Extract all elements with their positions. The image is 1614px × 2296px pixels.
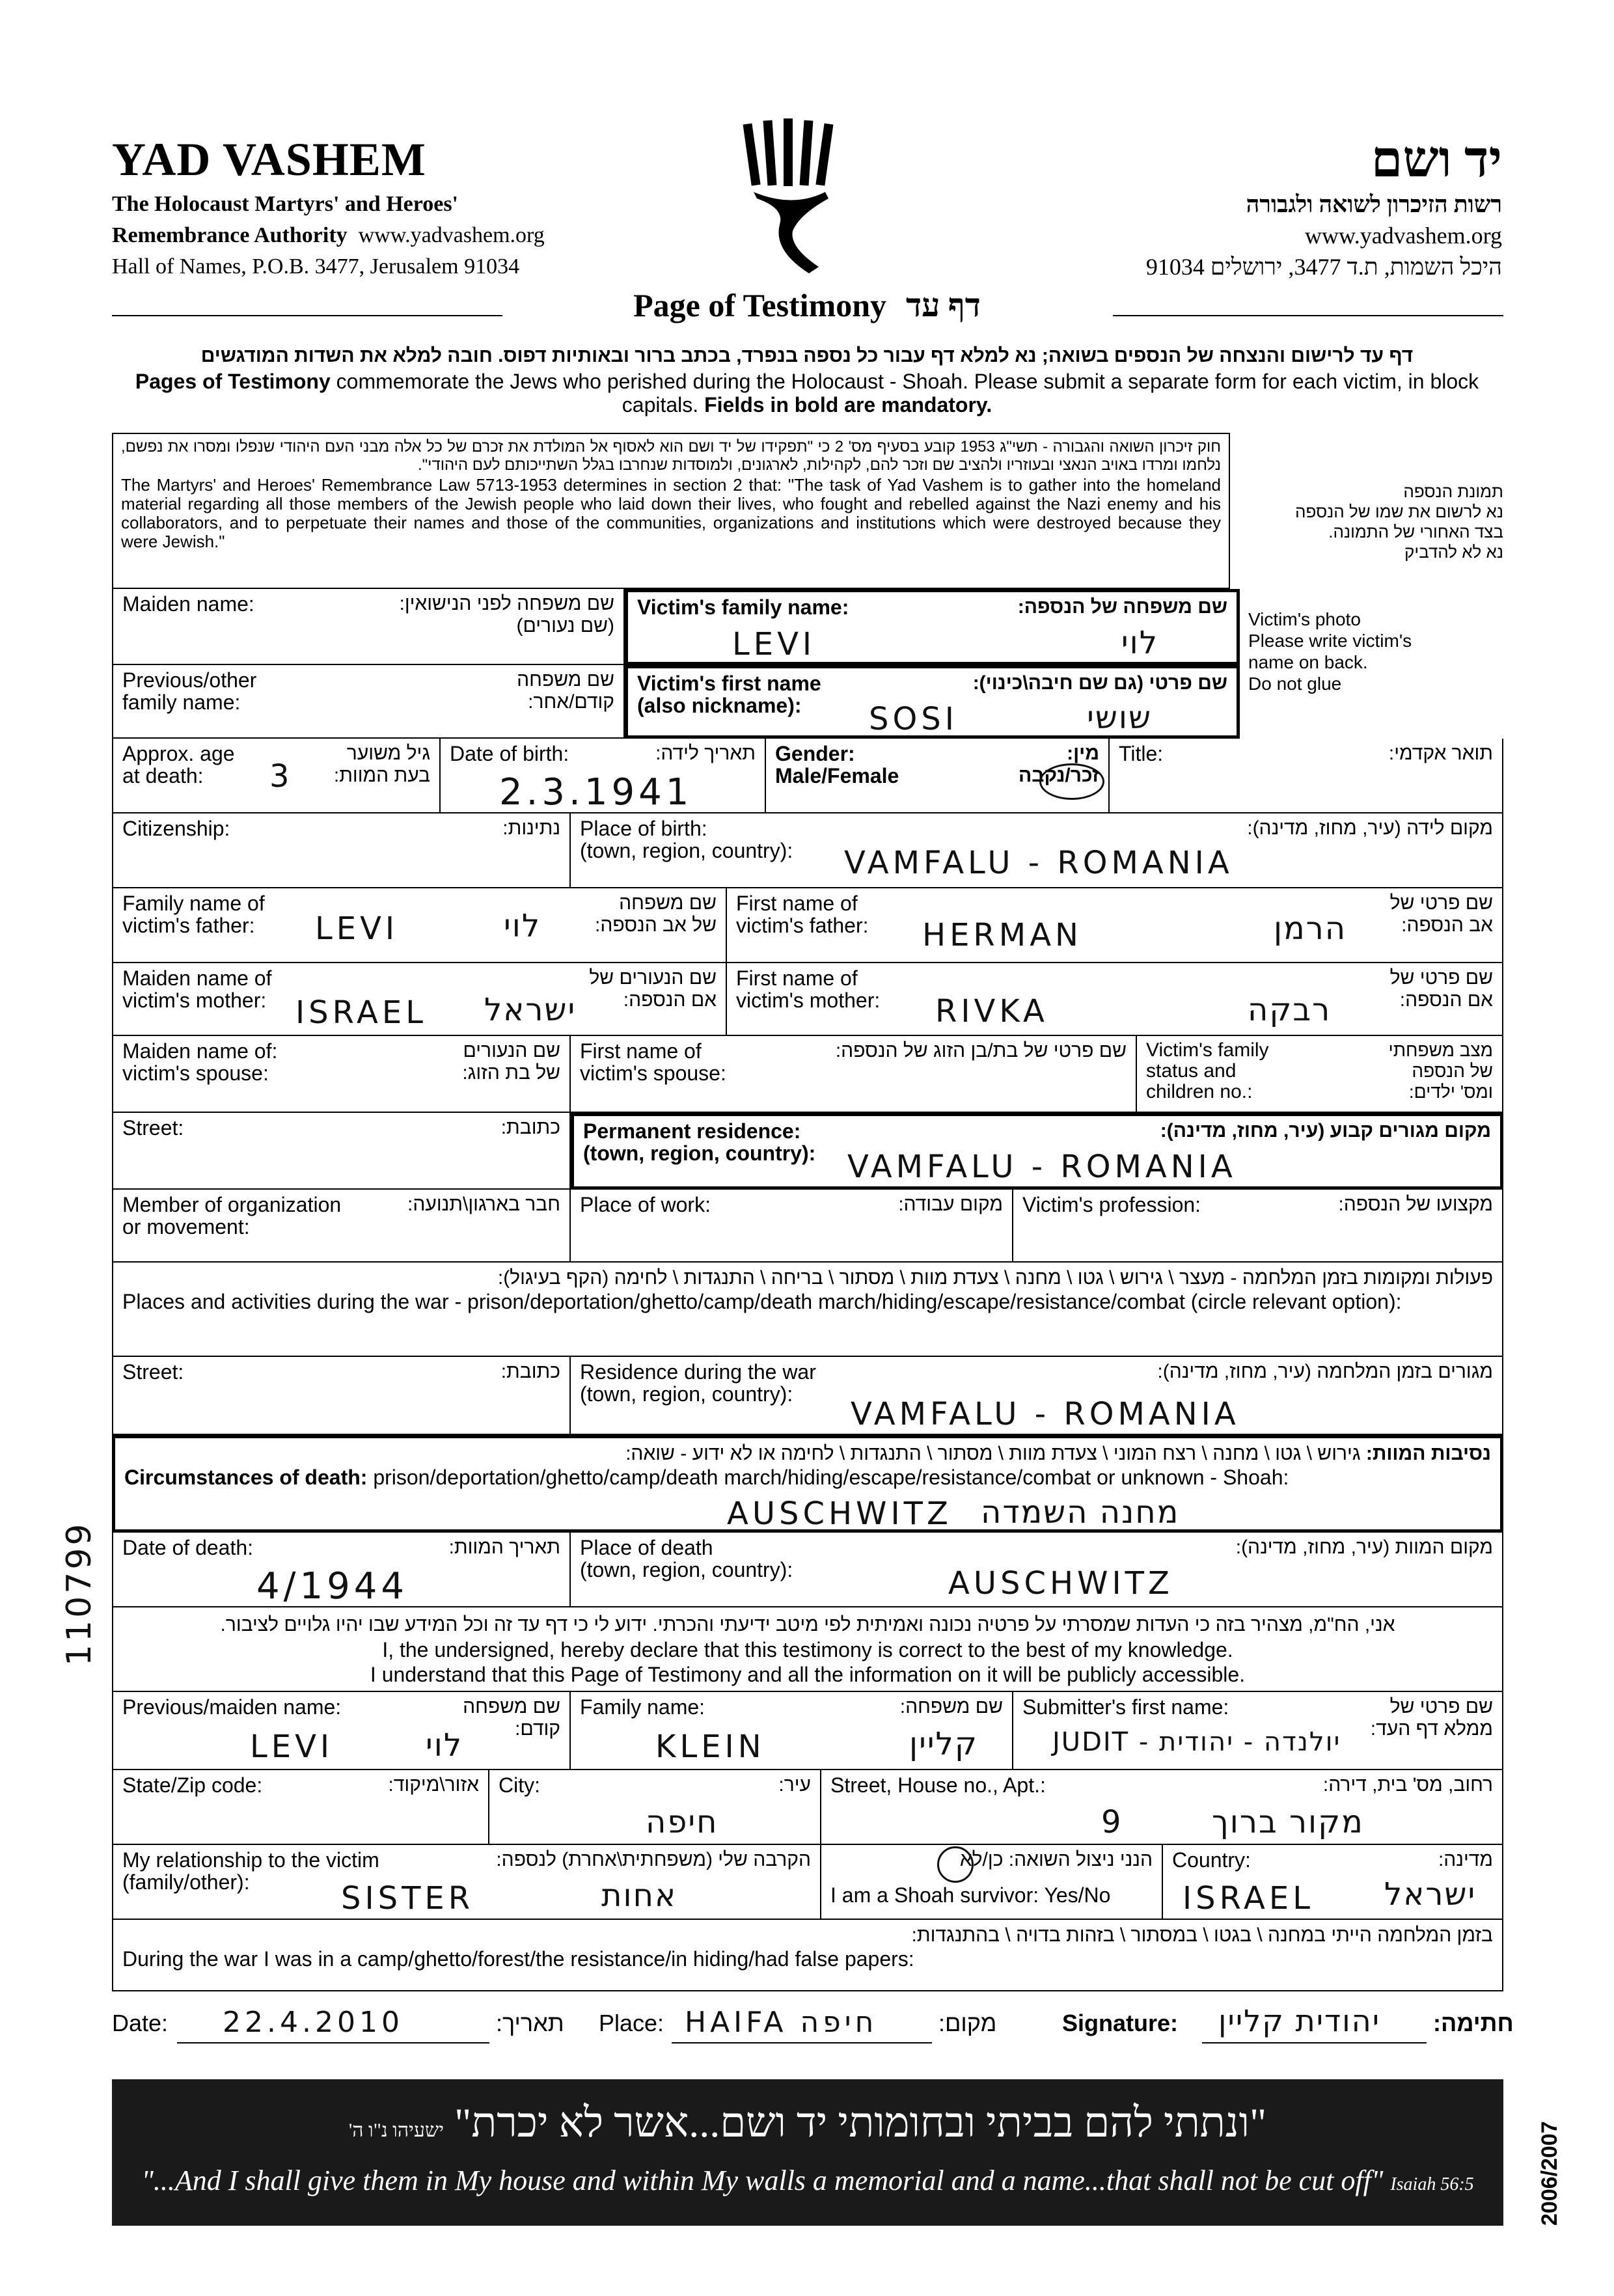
- dob-value: 2.3.1941: [499, 771, 693, 813]
- house-number-value: 9: [1101, 1804, 1125, 1840]
- maiden-name-label-he: שם משפחה לפני הנישואין: (שם נעורים): [399, 593, 614, 636]
- father-first-value-en: HERMAN: [922, 917, 1082, 953]
- prev-family-label-en: Previous/other family name:: [122, 668, 257, 714]
- first-name-value-he: שושי: [1087, 700, 1152, 736]
- pob-value: VAMFALU - ROMANIA: [844, 845, 1233, 881]
- age-label-en: Approx. age at death:: [122, 742, 235, 787]
- authority-en-line1: The Holocaust Martyrs' and Heroes': [112, 192, 458, 216]
- intro-he: דף עד לרישום והנצחה של הנספים בשואה; נא למלא דף עבור כל נספה בנפרד, בכתב ברור ובאותיות דפוס. חובה למלא את השדות המודגשים: [200, 345, 1414, 366]
- mother-maiden-value-en: ISRAEL: [295, 994, 427, 1031]
- signature-label-he: חתימה:: [1433, 2010, 1514, 2036]
- circumstances-label-en: Circumstances of death: prison/deportation/ghetto/camp/death march/hiding/escape/resistance/combat or unknown - Shoah:: [124, 1466, 1289, 1489]
- form-year: 2006/2007: [1537, 2121, 1562, 2226]
- spouse-maiden-name-field[interactable]: [112, 1036, 571, 1113]
- date-of-death-field[interactable]: [112, 1533, 571, 1607]
- street-name-value: מקור ברוך: [1212, 1804, 1364, 1840]
- zip-label-en: State/Zip code:: [122, 1773, 263, 1797]
- law-box: [112, 433, 1230, 589]
- place-label-he: מקום:: [938, 2010, 997, 2036]
- residence-label-he: מקום מגורים קבוע (עיר, מחוז, מדינה):: [1160, 1120, 1491, 1141]
- pob-label-en: Place of birth: (town, region, country):: [580, 817, 793, 862]
- father-first-name-field[interactable]: [727, 888, 1503, 963]
- verse-banner: [112, 2079, 1503, 2226]
- declaration: [112, 1613, 1503, 1687]
- family-name-label-he: שם משפחה של הנספה:: [1017, 596, 1227, 618]
- work-label-he: מקום עבודה:: [898, 1194, 1003, 1215]
- place-label-en: Place:: [599, 2010, 664, 2036]
- city-label-he: עיר:: [778, 1774, 811, 1796]
- authority-he: רשות הזיכרון לשואה ולגבורה: [1246, 191, 1502, 217]
- mother-maiden-value-he: ישראל: [484, 992, 577, 1028]
- gender-label-he: מין: זכר/נקבה: [1019, 743, 1099, 786]
- family-status-label-en: Victim's family status and children no.:: [1146, 1039, 1269, 1102]
- mother-maiden-name-field[interactable]: [112, 963, 727, 1036]
- header-right: [916, 130, 1502, 282]
- submitter-family-name-field[interactable]: [571, 1692, 1013, 1770]
- profession-label-he: מקצועו של הנספה:: [1338, 1194, 1493, 1215]
- spouse-maiden-label-he: שם הנעורים של בת הזוג:: [462, 1040, 560, 1084]
- mother-first-value-en: RIVKA: [935, 993, 1048, 1030]
- country-label-he: מדינה:: [1438, 1849, 1493, 1870]
- photo-note-en-3: name on back.: [1248, 652, 1368, 672]
- organization-field[interactable]: [112, 1190, 571, 1263]
- place-value[interactable]: HAIFA חיפה: [685, 2006, 878, 2039]
- residence-label-en: Permanent residence: (town, region, country):: [583, 1119, 816, 1165]
- submitter-prev-label-en: Previous/maiden name:: [122, 1695, 342, 1719]
- dob-label-he: תאריך לידה:: [655, 743, 756, 764]
- permanent-residence-field[interactable]: [571, 1113, 1503, 1190]
- submitter-first-value: JUDIT - יולנדה - יהודית: [1052, 1727, 1341, 1757]
- war-residence-value: VAMFALU - ROMANIA: [851, 1396, 1240, 1432]
- citizenship-label-he: נתינות:: [502, 817, 560, 839]
- survivor-field[interactable]: [821, 1845, 1163, 1920]
- victim-family-name-field[interactable]: [625, 589, 1240, 665]
- street-label-he: כתובת:: [500, 1117, 560, 1138]
- photo-note-he-4: נא לא להדביק: [1404, 542, 1503, 562]
- zip-code-field[interactable]: [112, 1770, 489, 1845]
- yad-vashem-logo-icon: [728, 117, 858, 280]
- first-name-label-en: Victim's first name (also nickname):: [637, 672, 821, 717]
- title-label-he: תואר אקדמי:: [1388, 743, 1493, 764]
- gender-circle-mark: [1039, 763, 1104, 800]
- dod-value: 4/1944: [256, 1565, 409, 1607]
- survivor-circle-mark: [937, 1846, 974, 1883]
- war-street-field[interactable]: [112, 1357, 571, 1435]
- submitter-prev-name-field[interactable]: [112, 1692, 571, 1770]
- relationship-field[interactable]: [112, 1845, 821, 1920]
- organization-label-en: Member of organization or movement:: [122, 1193, 342, 1238]
- profession-label-en: Victim's profession:: [1022, 1193, 1201, 1216]
- relationship-label-en: My relationship to the victim (family/other):: [122, 1848, 379, 1894]
- prev-family-label-he: שם משפחה קודם/אחר:: [517, 669, 614, 713]
- signature-value[interactable]: יהודית קליין: [1218, 2003, 1381, 2038]
- war-residence-field[interactable]: [571, 1357, 1503, 1435]
- mother-maiden-label-en: Maiden name of victim's mother:: [122, 966, 272, 1012]
- declaration-en-2: I understand that this Page of Testimony and all the information on it will be publicly accessible.: [370, 1663, 1246, 1686]
- title-field[interactable]: [1110, 739, 1503, 813]
- street-label-en: Street:: [122, 1116, 184, 1140]
- submitter-first-label-he: שם פרטי של ממלא דף העד:: [1370, 1696, 1493, 1740]
- date-of-birth-field[interactable]: [441, 739, 766, 813]
- authority-en-line2: Remembrance Authority: [112, 223, 348, 247]
- submitter-family-label-en: Family name:: [580, 1695, 705, 1719]
- family-name-value-he: לוי: [1121, 625, 1158, 661]
- country-label-en: Country:: [1172, 1848, 1251, 1872]
- date-label-he: תאריך:: [496, 2010, 564, 2036]
- photo-note-he: [1243, 482, 1503, 562]
- submitter-family-value-en: KLEIN: [655, 1729, 765, 1765]
- relationship-label-he: הקרבה שלי (משפחתית\אחרת) לנספה:: [496, 1849, 811, 1870]
- photo-note-en: [1248, 608, 1509, 694]
- age-label-he: גיל משוער בעת המוות:: [333, 743, 430, 786]
- submitter-prev-value-en: LEVI: [250, 1729, 334, 1765]
- survivor-label-he: הנני ניצול השואה: כן/לא: [959, 1849, 1153, 1870]
- wartime-label-en: During the war I was in a camp/ghetto/forest/the resistance/in hiding/had false papers:: [122, 1947, 914, 1971]
- first-name-label-he: שם פרטי (גם שם חיבה\כינוי):: [972, 672, 1227, 694]
- city-field[interactable]: [489, 1770, 821, 1845]
- work-label-en: Place of work:: [580, 1193, 711, 1216]
- age-at-death-field[interactable]: [112, 739, 441, 813]
- brand-he: יד ושם: [1371, 131, 1502, 187]
- activities-label-en: Places and activities during the war - prison/deportation/ghetto/camp/death march/hiding/escape/resistance/combat (circle relevant option):: [122, 1290, 1402, 1313]
- pob-label-he: מקום לידה (עיר, מחוז, מדינה):: [1247, 817, 1493, 839]
- father-first-label-he: שם פרטי של אב הנספה:: [1389, 892, 1493, 936]
- title-label-en: Title:: [1119, 742, 1164, 765]
- street-field[interactable]: [112, 1113, 571, 1190]
- intro-en-bold-c: Fields in bold are mandatory.: [704, 393, 992, 417]
- war-street-label-en: Street:: [122, 1360, 184, 1384]
- dod-label-en: Date of death:: [122, 1536, 254, 1559]
- relationship-value-he: אחות: [601, 1878, 677, 1914]
- city-label-en: City:: [499, 1773, 540, 1797]
- law-en: The Martyrs' and Heroes' Remembrance Law 5713-1953 determines in section 2 that: "The task of Yad Vashem is to gather into the homeland material regarding all those members of the Jewish people who laid down their lives, who fought and rebelled against the Nazi enemy and his collaborators, and to perpetuate their names and those of the communities, organizations and institutions which were destroyed because they were Jewish.": [121, 475, 1221, 551]
- form-title: [0, 286, 1614, 324]
- war-activities-field[interactable]: [112, 1263, 1503, 1357]
- mother-first-label-he: שם פרטי של אם הנספה:: [1389, 967, 1493, 1011]
- mother-maiden-label-he: שם הנעורים של אם הנספה:: [589, 967, 717, 1011]
- pod-label-he: מקום המוות (עיר, מחוז, מדינה):: [1235, 1537, 1493, 1558]
- dob-label-en: Date of birth:: [450, 742, 569, 765]
- photo-note-en-1: Victim's photo: [1248, 609, 1361, 629]
- gender-label-en: Gender: Male/Female: [775, 742, 899, 787]
- wartime-label-he: בזמן המלחמה הייתי במחנה \ בגטו \ במסתור \ בזהות בדויה \ בהתנגדות:: [911, 1924, 1493, 1946]
- father-family-value-en: LEVI: [315, 910, 399, 947]
- citizenship-field[interactable]: [112, 813, 571, 888]
- photo-note-en-2: Please write victim's: [1248, 631, 1412, 651]
- circumstances-value-en: AUSCHWITZ: [727, 1496, 952, 1532]
- circumstances-of-death-field[interactable]: [112, 1435, 1503, 1533]
- family-name-value-en: LEVI: [732, 626, 816, 663]
- address-en: Hall of Names, P.O.B. 3477, Jerusalem 91034: [112, 254, 520, 279]
- country-field[interactable]: [1163, 1845, 1503, 1920]
- spouse-first-label-he: שם פרטי של בת/בן הזוג של הנספה:: [835, 1040, 1127, 1061]
- submitter-prev-label-he: שם משפחה קודם:: [463, 1696, 560, 1740]
- spouse-maiden-label-en: Maiden name of: victim's spouse:: [122, 1039, 278, 1085]
- spouse-first-name-field[interactable]: [571, 1036, 1137, 1113]
- brand-en: YAD VASHEM: [112, 133, 426, 185]
- pod-value: AUSCHWITZ: [948, 1565, 1173, 1602]
- circumstances-value-he: מחנה השמדה: [981, 1494, 1180, 1531]
- wartime-status-field[interactable]: [112, 1920, 1503, 1991]
- mother-first-name-field[interactable]: [727, 963, 1503, 1036]
- form-title-en: Page of Testimony: [633, 287, 887, 323]
- intro-en: [111, 370, 1503, 417]
- declaration-he: אני, הח"מ, מצהיר בזה כי העדות שמסרתי על פרטיה נכונה ואמיתית לפי מיטב ידיעתי והכרתי. ידוע לי כי דף עד זה וכל המידע שבו יהיו גלויים לציבור.: [220, 1614, 1395, 1635]
- verse-he: "ונתתי להם בביתי ובחומותי יד ושם...אשר לא יכרת" ישעיהו נ"ו ה': [348, 2099, 1267, 2146]
- submitter-first-label-en: Submitter's first name:: [1022, 1695, 1229, 1719]
- first-name-value-en: SOSI: [869, 701, 958, 737]
- victim-first-name-field[interactable]: [625, 665, 1240, 739]
- declaration-en-1: I, the undersigned, hereby declare that this testimony is correct to the best of my knowledge.: [382, 1638, 1233, 1661]
- photo-note-en-4: Do not glue: [1248, 674, 1342, 694]
- street-address-label-en: Street, House no., Apt.:: [830, 1773, 1046, 1797]
- photo-note-he-1: תמונת הנספה: [1403, 482, 1503, 501]
- war-residence-label-he: מגורים בזמן המלחמה (עיר, מחוז, מדינה):: [1157, 1361, 1493, 1382]
- photo-note-he-2: נא לרשום את שמו של הנספה: [1295, 502, 1503, 521]
- date-label-en: Date:: [112, 2010, 169, 2036]
- intro-en-bold-a: Pages of Testimony: [135, 370, 331, 393]
- organization-label-he: חבר בארגון\תנועה:: [407, 1194, 560, 1215]
- submitter-family-label-he: שם משפחה:: [899, 1696, 1003, 1717]
- photo-note-he-3: בצד האחורי של התמונה.: [1328, 522, 1503, 541]
- gender-field[interactable]: [766, 739, 1110, 813]
- father-family-value-he: לוי: [504, 908, 541, 944]
- family-name-label-en: Victim's family name:: [637, 595, 849, 619]
- submitter-first-name-field[interactable]: [1013, 1692, 1503, 1770]
- family-status-field[interactable]: [1137, 1036, 1503, 1113]
- signoff-line: [112, 2003, 1514, 2055]
- maiden-name-field[interactable]: [112, 589, 625, 665]
- header-left: [112, 130, 698, 282]
- mother-first-label-en: First name of victim's mother:: [736, 966, 881, 1012]
- father-first-value-he: הרמן: [1274, 910, 1347, 947]
- activities-label-he: פעולות ומקומות בזמן המלחמה - מעצר \ גירוש \ גטו \ מחנה \ צעדת מוות \ מסתור \ בריחה \ התנגדות \ לחימה (הקף בעיגול):: [497, 1267, 1493, 1289]
- mother-first-value-he: רבקה: [1248, 992, 1332, 1028]
- war-street-label-he: כתובת:: [500, 1361, 560, 1382]
- place-of-birth-field[interactable]: [571, 813, 1503, 888]
- dod-label-he: תאריך המוות:: [448, 1537, 560, 1558]
- relationship-value-en: SISTER: [341, 1880, 474, 1917]
- father-family-name-field[interactable]: [112, 888, 727, 963]
- date-value[interactable]: 22.4.2010: [223, 2006, 404, 2039]
- country-value-en: ISRAEL: [1183, 1880, 1314, 1917]
- signature-label-en: Signature:: [1062, 2010, 1179, 2036]
- url-he: www.yadvashem.org: [1305, 223, 1502, 249]
- previous-family-name-field[interactable]: [112, 665, 625, 739]
- address-he: היכל השמות, ת.ד 3477, ירושלים 91034: [1145, 254, 1502, 280]
- family-status-label-he: מצב משפחתי של הנספה ומס' ילדים:: [1388, 1040, 1493, 1102]
- profession-field[interactable]: [1013, 1190, 1503, 1263]
- maiden-name-label-en: Maiden name:: [122, 592, 254, 616]
- war-residence-label-en: Residence during the war (town, region, country):: [580, 1360, 816, 1406]
- father-family-label-he: שם משפחה של אב הנספה:: [595, 892, 717, 936]
- law-he: חוק זיכרון השואה והגבורה - תשי"ג 1953 קובע בסעיף מס' 2 כי "תפקידו של יד ושם הוא לאסוף אל המולדת את זכרם של כל אלה מבני העם היהודי שנפלו ומסרו את נפשם, נלחמו ומרדו באויב הנאצי ובעוזריו ולהציב שם וזכר להם, לקהילות, לארגונים, ולמוסדות שנחרבו בגלל השתייכותם לעם היהודי".: [121, 438, 1222, 474]
- citizenship-label-en: Citizenship:: [122, 817, 230, 840]
- city-value: חיפה: [646, 1804, 718, 1840]
- place-of-work-field[interactable]: [571, 1190, 1013, 1263]
- place-of-death-field[interactable]: [571, 1533, 1503, 1607]
- zip-label-he: אזור\מיקוד:: [388, 1774, 479, 1796]
- father-family-label-en: Family name of victim's father:: [122, 892, 265, 937]
- country-value-he: ישראל: [1384, 1876, 1477, 1913]
- street-address-label-he: רחוב, מס' בית, דירה:: [1322, 1774, 1493, 1796]
- pod-label-en: Place of death (town, region, country):: [580, 1536, 793, 1581]
- circumstances-label-he: נסיבות המוות: גירוש \ גטו \ מחנה \ רצח המוני \ צעדת מוות \ מסתור \ התנגדות \ לחימה או לא ידוע - שואה:: [625, 1443, 1491, 1464]
- age-value: 3: [269, 758, 294, 795]
- spouse-first-label-en: First name of victim's spouse:: [580, 1039, 726, 1085]
- submitter-prev-value-he: לוי: [426, 1727, 463, 1764]
- street-address-field[interactable]: [821, 1770, 1503, 1845]
- verse-en: "...And I shall give them in My house and within My walls a memorial and a name...that shall not be cut off" Isaiah 56:5: [141, 2165, 1474, 2196]
- father-first-label-en: First name of victim's father:: [736, 892, 869, 937]
- form-title-he: דף עד: [906, 287, 981, 323]
- survivor-label-en: I am a Shoah survivor: Yes/No: [830, 1883, 1111, 1907]
- url-en: www.yadvashem.org: [358, 223, 545, 247]
- side-id-number: 110799: [60, 1521, 99, 1666]
- submitter-family-value-he: קליין: [909, 1726, 978, 1762]
- residence-value: VAMFALU - ROMANIA: [847, 1149, 1237, 1185]
- intro-en-body: commemorate the Jews who perished during the Holocaust - Shoah. Please submit a separate form for each victim, in block capitals.: [330, 370, 1479, 417]
